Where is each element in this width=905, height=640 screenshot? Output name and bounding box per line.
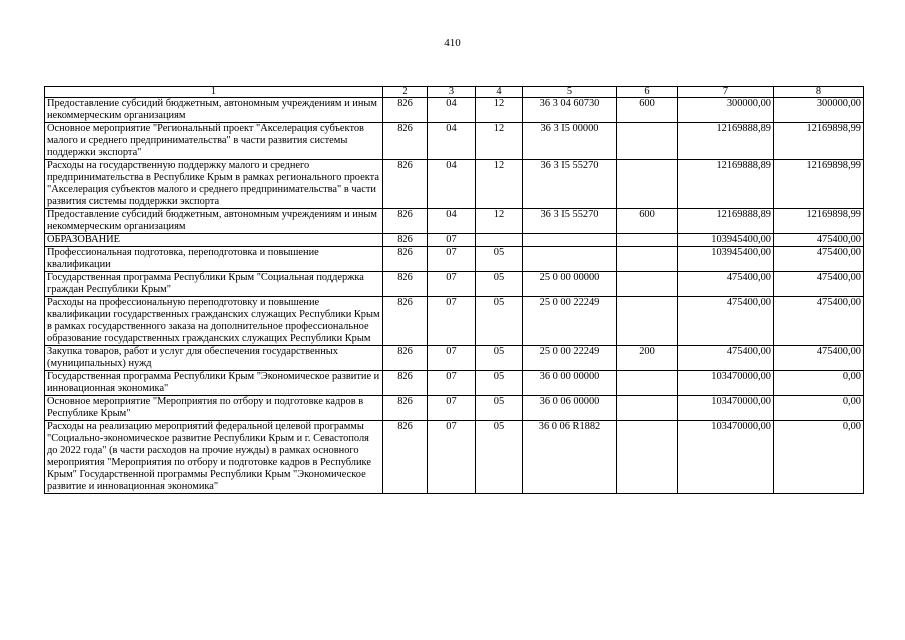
target-article-code: 36 0 06 R1882 bbox=[523, 421, 617, 494]
expense-type-code: 200 bbox=[617, 346, 678, 371]
target-article-code: 36 3 I5 55270 bbox=[523, 160, 617, 209]
column-header: 4 bbox=[476, 87, 523, 98]
expense-type-code bbox=[617, 396, 678, 421]
amount-col8: 475400,00 bbox=[774, 272, 864, 297]
amount-col7: 12169888,89 bbox=[678, 123, 774, 160]
target-article-code: 36 3 I5 55270 bbox=[523, 209, 617, 234]
ministry-code: 826 bbox=[383, 247, 428, 272]
amount-col8: 475400,00 bbox=[774, 234, 864, 247]
amount-col7: 12169888,89 bbox=[678, 160, 774, 209]
expense-type-code: 600 bbox=[617, 209, 678, 234]
row-name: Расходы на государственную поддержку малого и среднего предпринимательства в Республике Крым в рамках регионального проекта "Акселерация субъектов малого и среднего предпринимательства" в части развития системы поддержки экспорта bbox=[45, 160, 383, 209]
expense-type-code bbox=[617, 297, 678, 346]
column-header: 6 bbox=[617, 87, 678, 98]
subsection-code: 05 bbox=[476, 297, 523, 346]
table-row bbox=[45, 98, 864, 123]
ministry-code: 826 bbox=[383, 98, 428, 123]
table-row bbox=[45, 123, 864, 160]
target-article-code: 36 0 06 00000 bbox=[523, 396, 617, 421]
section-code: 07 bbox=[428, 371, 476, 396]
column-header: 7 bbox=[678, 87, 774, 98]
expense-type-code bbox=[617, 160, 678, 209]
section-code: 07 bbox=[428, 234, 476, 247]
expense-type-code bbox=[617, 247, 678, 272]
row-name: Закупка товаров, работ и услуг для обеспечения государственных (муниципальных) нужд bbox=[45, 346, 383, 371]
amount-col8: 475400,00 bbox=[774, 346, 864, 371]
amount-col8: 300000,00 bbox=[774, 98, 864, 123]
subsection-code: 12 bbox=[476, 160, 523, 209]
amount-col7: 300000,00 bbox=[678, 98, 774, 123]
amount-col8: 0,00 bbox=[774, 421, 864, 494]
row-name: ОБРАЗОВАНИЕ bbox=[45, 234, 383, 247]
budget-table bbox=[44, 86, 864, 494]
section-code: 04 bbox=[428, 98, 476, 123]
amount-col7: 12169888,89 bbox=[678, 209, 774, 234]
subsection-code: 05 bbox=[476, 421, 523, 494]
column-header: 8 bbox=[774, 87, 864, 98]
ministry-code: 826 bbox=[383, 371, 428, 396]
table-row bbox=[45, 247, 864, 272]
amount-col7: 103945400,00 bbox=[678, 247, 774, 272]
row-name: Профессиональная подготовка, переподготовка и повышение квалификации bbox=[45, 247, 383, 272]
subsection-code: 05 bbox=[476, 247, 523, 272]
row-name: Государственная программа Республики Крым "Экономическое развитие и инновационная экономика" bbox=[45, 371, 383, 396]
page-number: 410 bbox=[444, 37, 461, 49]
row-name: Предоставление субсидий бюджетным, автономным учреждениям и иным некоммерческим организациям bbox=[45, 209, 383, 234]
section-code: 07 bbox=[428, 247, 476, 272]
ministry-code: 826 bbox=[383, 297, 428, 346]
ministry-code: 826 bbox=[383, 396, 428, 421]
expense-type-code bbox=[617, 234, 678, 247]
ministry-code: 826 bbox=[383, 234, 428, 247]
amount-col8: 12169898,99 bbox=[774, 160, 864, 209]
section-code: 04 bbox=[428, 123, 476, 160]
row-name: Основное мероприятие "Мероприятия по отбору и подготовке кадров в Республике Крым" bbox=[45, 396, 383, 421]
target-article-code: 25 0 00 00000 bbox=[523, 272, 617, 297]
row-name: Основное мероприятие "Региональный проект "Акселерация субъектов малого и среднего предпринимательства" в части развития системы поддержки экспорта" bbox=[45, 123, 383, 160]
section-code: 07 bbox=[428, 346, 476, 371]
table-row bbox=[45, 160, 864, 209]
table-row bbox=[45, 346, 864, 371]
subsection-code: 05 bbox=[476, 396, 523, 421]
row-name: Государственная программа Республики Крым "Социальная поддержка граждан Республики Крым" bbox=[45, 272, 383, 297]
section-code: 07 bbox=[428, 421, 476, 494]
table-row bbox=[45, 396, 864, 421]
column-header: 5 bbox=[523, 87, 617, 98]
row-name: Расходы на реализацию мероприятий федеральной целевой программы "Социально-экономическое развитие Республики Крым и г. Севастополя до 2022 года" (в части расходов на прочие нужды) в рамках основного мероприятия "Мероприятия по отбору и подготовке кадров в Республике Крым" Государственной программы Республики Крым "Экономическое развитие и инновационная экономика" bbox=[45, 421, 383, 494]
amount-col8: 0,00 bbox=[774, 371, 864, 396]
ministry-code: 826 bbox=[383, 272, 428, 297]
amount-col8: 12169898,99 bbox=[774, 123, 864, 160]
ministry-code: 826 bbox=[383, 123, 428, 160]
table-row bbox=[45, 371, 864, 396]
target-article-code: 25 0 00 22249 bbox=[523, 297, 617, 346]
amount-col7: 475400,00 bbox=[678, 297, 774, 346]
subsection-code: 12 bbox=[476, 209, 523, 234]
header-row bbox=[45, 87, 864, 98]
section-code: 07 bbox=[428, 272, 476, 297]
subsection-code: 12 bbox=[476, 123, 523, 160]
ministry-code: 826 bbox=[383, 160, 428, 209]
expense-type-code bbox=[617, 371, 678, 396]
amount-col7: 103470000,00 bbox=[678, 396, 774, 421]
column-header: 1 bbox=[45, 87, 383, 98]
amount-col8: 12169898,99 bbox=[774, 209, 864, 234]
amount-col8: 475400,00 bbox=[774, 297, 864, 346]
ministry-code: 826 bbox=[383, 421, 428, 494]
target-article-code: 36 3 I5 00000 bbox=[523, 123, 617, 160]
amount-col7: 103945400,00 bbox=[678, 234, 774, 247]
section-code: 07 bbox=[428, 396, 476, 421]
target-article-code: 36 3 04 60730 bbox=[523, 98, 617, 123]
target-article-code: 25 0 00 22249 bbox=[523, 346, 617, 371]
column-header: 2 bbox=[383, 87, 428, 98]
amount-col7: 103470000,00 bbox=[678, 371, 774, 396]
row-name: Предоставление субсидий бюджетным, автономным учреждениям и иным некоммерческим организациям bbox=[45, 98, 383, 123]
section-code: 04 bbox=[428, 160, 476, 209]
amount-col8: 475400,00 bbox=[774, 247, 864, 272]
subsection-code bbox=[476, 234, 523, 247]
table-row bbox=[45, 297, 864, 346]
row-name: Расходы на профессиональную переподготовку и повышение квалификации государственных гражданских служащих Республики Крым в рамках государственного заказа на дополнительное профессиональное образование государственных гражданских служащих Республики Крым bbox=[45, 297, 383, 346]
amount-col8: 0,00 bbox=[774, 396, 864, 421]
section-code: 07 bbox=[428, 297, 476, 346]
amount-col7: 475400,00 bbox=[678, 272, 774, 297]
ministry-code: 826 bbox=[383, 209, 428, 234]
target-article-code bbox=[523, 234, 617, 247]
expense-type-code bbox=[617, 421, 678, 494]
expense-type-code: 600 bbox=[617, 98, 678, 123]
subsection-code: 05 bbox=[476, 272, 523, 297]
table-row bbox=[45, 421, 864, 494]
expense-type-code bbox=[617, 123, 678, 160]
section-code: 04 bbox=[428, 209, 476, 234]
expense-type-code bbox=[617, 272, 678, 297]
subsection-code: 12 bbox=[476, 98, 523, 123]
target-article-code bbox=[523, 247, 617, 272]
subsection-code: 05 bbox=[476, 346, 523, 371]
table-row bbox=[45, 234, 864, 247]
amount-col7: 475400,00 bbox=[678, 346, 774, 371]
table-row bbox=[45, 272, 864, 297]
column-header: 3 bbox=[428, 87, 476, 98]
amount-col7: 103470000,00 bbox=[678, 421, 774, 494]
target-article-code: 36 0 00 00000 bbox=[523, 371, 617, 396]
subsection-code: 05 bbox=[476, 371, 523, 396]
ministry-code: 826 bbox=[383, 346, 428, 371]
table-row bbox=[45, 209, 864, 234]
